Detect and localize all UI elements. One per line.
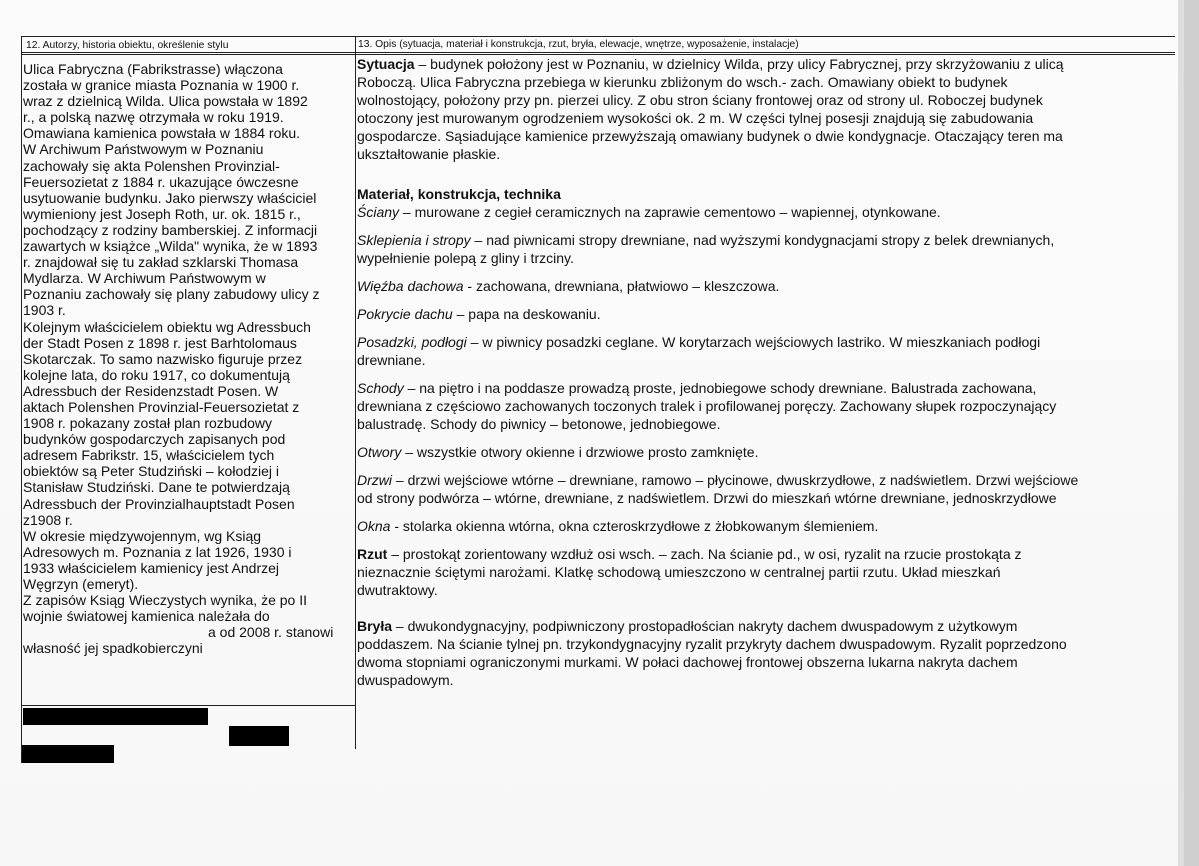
redaction-bar bbox=[23, 708, 208, 725]
history-line: 1903 r. bbox=[23, 302, 66, 319]
subsection-label: Ściany bbox=[357, 204, 400, 220]
header-bottom-border bbox=[21, 52, 1175, 53]
subsection-otwory bbox=[357, 443, 1177, 461]
history-line: Ulica Fabryczna (Fabrikstrasse) włączona bbox=[23, 61, 283, 77]
subsection-label: Drzwi bbox=[357, 472, 392, 488]
left-table-border bbox=[21, 36, 22, 763]
subsection-text: – na piętro i na poddasze prowadzą proste, jednobiegowe schody drewniane. Balustrada zachowana, bbox=[403, 380, 1037, 396]
section-text: poddaszem. Na ścianie tylnej pn. trzykondygnacyjny ryzalit przykryty dachem dwuspadowym. Ryzalit poprzedzono bbox=[357, 636, 1067, 652]
history-line: kolejne lata, do roku 1917, co dokumentują bbox=[23, 366, 290, 383]
history-line: Z zapisów Ksiąg Wieczystych wynika, że po II bbox=[23, 592, 307, 609]
section-text: dwuspadowym. bbox=[357, 672, 454, 688]
subsection-pokrycie bbox=[357, 305, 1177, 323]
subsection-text: balustradę. Schody do piwnicy – betonowe, jednobiegowe. bbox=[357, 416, 721, 432]
history-line: zawartych w książce „Wilda" wynika, że w 1893 bbox=[23, 238, 318, 255]
subsection-wiezba bbox=[357, 277, 1177, 295]
section-text: dwoma stopniami ograniczonymi murkami. W połaci dachowej frontowej obszerna lukarna nakryta dachem bbox=[357, 654, 1018, 670]
subsection-posadzki bbox=[357, 333, 1177, 369]
subsection-text: drewniana z częściowo zachowanych toczonych tralek i profilowanej poręczy. Zachowany słupek rozpoczynający bbox=[357, 398, 1057, 414]
history-line: własność jej spadkobierczyni bbox=[23, 640, 203, 657]
redaction-bar bbox=[22, 745, 114, 763]
subsection-text: – wszystkie otwory okienne i drzwiowe prosto zamknięte. bbox=[401, 444, 759, 460]
left-column-bottom-border bbox=[21, 705, 355, 706]
section-text: otoczony jest murowanym ogrodzeniem wysokości ok. 2 m. W części tylnej posesji znajdują się zabudowania bbox=[357, 110, 1034, 126]
right-column-header: 13. Opis (sytuacja, materiał i konstrukcja, rzut, bryła, elewacje, wnętrze, wyposażenie, instalacje) bbox=[358, 39, 799, 50]
section-text: Roboczą. Ulica Fabryczna przebiega w kierunku zbliżonym do wsch.- zach. Omawiany obiekt to budynek bbox=[357, 74, 1008, 90]
subsection-schody bbox=[357, 379, 1177, 433]
section-rzut bbox=[357, 545, 1177, 599]
history-line: Skotarczak. To samo nazwisko figuruje przez bbox=[23, 350, 303, 367]
subsection-text: – drzwi wejściowe wtórne – drewniane, ramowo – płycinowe, dwuskrzydłowe, z nadświetlem. Drzwi wejściowe bbox=[392, 472, 1079, 488]
section-text: ukształtowanie płaskie. bbox=[357, 146, 501, 162]
history-line: 1908 r. pokazany został plan rozbudowy bbox=[23, 415, 273, 432]
subsection-label: Schody bbox=[357, 380, 404, 396]
history-line: zachowały się akta Polenshen Provinzial- bbox=[23, 157, 280, 174]
subsection-text: - zachowana, drewniana, płatwiowo – kleszczowa. bbox=[463, 278, 780, 294]
history-line: budynków gospodarczych zapisanych pod bbox=[23, 431, 286, 448]
history-line: Adressbuch der Residenzstadt Posen. W bbox=[23, 382, 279, 399]
section-heading: Sytuacja bbox=[357, 56, 415, 72]
redaction-bar bbox=[229, 726, 289, 746]
section-text: – dwukondygnacyjny, podpiwniczony prostopadłościan nakryty dachem dwuspadowym z użytkowym bbox=[392, 618, 1018, 634]
history-line: W okresie międzywojennym, wg Ksiąg bbox=[23, 527, 262, 544]
subsection-text: wypełnienie polepą z gliny i trzciny. bbox=[357, 250, 574, 266]
section-text: gospodarcze. Sąsiadujące kamienice przewyższają omawiany budynek o dwie kondygnacje. Otaczający teren ma bbox=[357, 128, 1063, 144]
subsection-text: – w piwnicy posadzki ceglane. W korytarzach wejściowych lastriko. W mieszkaniach podłogi bbox=[466, 334, 1041, 350]
section-heading: Bryła bbox=[357, 618, 393, 634]
section-heading: Materiał, konstrukcja, technika bbox=[357, 186, 561, 202]
history-line: wojnie światowej kamienica należała do bbox=[23, 608, 270, 625]
description-column bbox=[357, 55, 1177, 689]
subsection-drzwi bbox=[357, 471, 1177, 507]
section-text: dwutraktowy. bbox=[357, 582, 438, 598]
subsection-text: drewniane. bbox=[357, 352, 426, 368]
subsection-label: Pokrycie dachu bbox=[357, 306, 453, 322]
section-text: wolnostojący, położony przy pn. pierzei ulicy. Z obu stron ściany frontowej oraz od strony ul. Roboczej budynek bbox=[357, 92, 1043, 108]
table-top-border bbox=[21, 36, 1175, 37]
section-text: nieznacznie ściętymi narożami. Klatkę schodową umieszczono w centralnej partii rzutu. Układ mieszkań bbox=[357, 564, 1001, 580]
history-line: Feuersozietat z 1884 r. ukazujące ówczesne bbox=[23, 173, 299, 190]
history-line: Adresowych m. Poznania z lat 1926, 1930 i bbox=[23, 543, 292, 560]
history-line: der Stadt Posen z 1898 r. jest Barhtolomaus bbox=[23, 334, 297, 351]
subsection-text: - stolarka okienna wtórna, okna czteroskrzydłowe z żłobkowanym ślemieniem. bbox=[390, 518, 879, 534]
subsection-text: od strony podwórza – wtórne, drewniane, z nadświetlem. Drzwi do mieszkań wtórne drewniane, jednoskrzydłowe bbox=[357, 490, 1057, 506]
subsection-text: – papa na deskowaniu. bbox=[452, 306, 601, 322]
subsection-text: – nad piwnicami stropy drewniane, nad wyższymi kondygnacjami stropy z belek drewnianych, bbox=[470, 232, 1055, 248]
history-line: Mydlarza. W Archiwum Państwowym w bbox=[23, 270, 266, 287]
history-line: Stanisław Studziński. Dane te potwierdzają bbox=[23, 479, 290, 496]
history-line: Kolejnym właścicielem obiektu wg Adressbuch bbox=[23, 318, 311, 335]
section-material bbox=[357, 185, 1177, 221]
history-line: wraz z dzielnicą Wilda. Ulica powstała w 1892 bbox=[23, 93, 308, 110]
subsection-label: Posadzki, podłogi bbox=[357, 334, 467, 350]
section-sytuacja bbox=[357, 55, 1177, 163]
scan-edge-margin bbox=[1184, 0, 1199, 866]
history-line: z1908 r. bbox=[23, 511, 73, 528]
subsection-text: – murowane z cegieł ceramicznych na zaprawie cementowo – wapiennej, otynkowane. bbox=[399, 204, 941, 220]
subsection-label: Więźba dachowa bbox=[357, 278, 464, 294]
history-line: W Archiwum Państwowym w Poznaniu bbox=[23, 141, 264, 158]
history-column bbox=[23, 61, 363, 656]
history-line: obiektów są Peter Studziński – kołodziej i bbox=[23, 463, 280, 480]
subsection-label: Otwory bbox=[357, 444, 402, 460]
history-line: Poznaniu zachowały się plany zabudowy ulicy z bbox=[23, 286, 320, 303]
section-bryla bbox=[357, 617, 1177, 689]
subsection-label: Okna bbox=[357, 518, 391, 534]
history-line: Węgrzyn (emeryt). bbox=[23, 576, 139, 592]
subsection-sklepienia bbox=[357, 231, 1177, 267]
history-line: usytuowanie budynku. Jako pierwszy właściciel bbox=[23, 189, 317, 206]
subsection-label: Sklepienia i stropy bbox=[357, 232, 471, 248]
left-column-header: 12. Autorzy, historia obiektu, określenie stylu bbox=[26, 40, 229, 51]
section-heading: Rzut bbox=[357, 546, 388, 562]
history-line: aktach Polenshen Provinzial-Feuersozietat z bbox=[23, 398, 300, 415]
history-line: a od 2008 r. stanowi bbox=[208, 624, 334, 641]
history-line: 1933 właścicielem kamienicy jest Andrzej bbox=[23, 559, 279, 576]
history-line: została w granice miasta Poznania w 1900 r. bbox=[23, 77, 300, 94]
section-text: – budynek położony jest w Poznaniu, w dzielnicy Wilda, przy ulicy Fabrycznej, przy skrzyżowaniu z ulicą bbox=[414, 56, 1064, 72]
history-line: pochodzący z rodziny bamberskiej. Z informacji bbox=[23, 221, 318, 238]
history-line: Omawiana kamienica powstała w 1884 roku. bbox=[23, 125, 301, 142]
history-line: Adressbuch der Provinzialhauptstadt Posen bbox=[23, 495, 295, 512]
subsection-okna bbox=[357, 517, 1177, 535]
history-line: wymieniony jest Joseph Roth, ur. ok. 1815 r., bbox=[23, 205, 301, 222]
section-text: – prostokąt zorientowany wzdłuż osi wsch. – zach. Na ścianie pd., w osi, ryzalit na rzucie prostokąta z bbox=[387, 546, 1022, 562]
history-line: r., a polską nazwę otrzymała w roku 1919. bbox=[23, 109, 284, 126]
history-line: adresem Fabrikstr. 15, właścicielem tych bbox=[23, 447, 275, 464]
history-line: r. znajdował się tu zakład szklarski Thomasa bbox=[23, 254, 299, 271]
